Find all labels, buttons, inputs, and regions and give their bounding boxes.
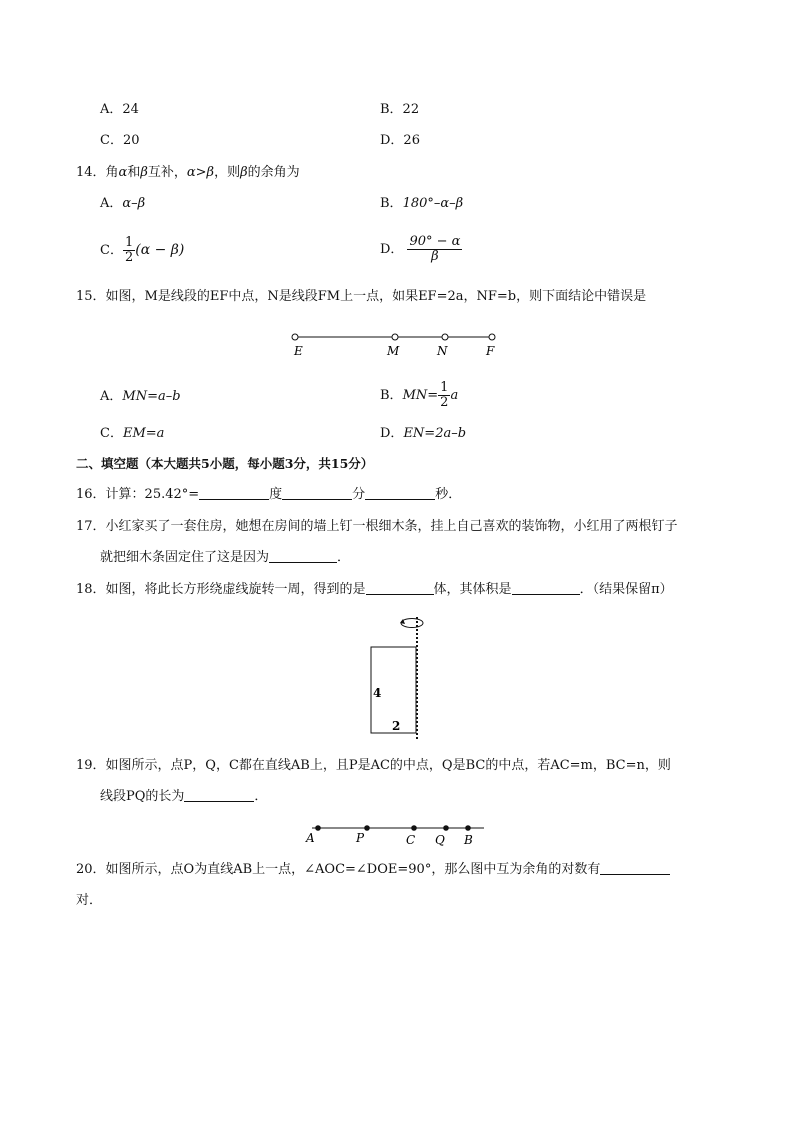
- q14-option-b: B．180°–α–β: [380, 196, 464, 211]
- point-f: [489, 334, 495, 340]
- q16-stem: 16．计算：25.42°= 度 分 秒．: [76, 487, 462, 502]
- answer-blank[interactable]: [600, 860, 670, 875]
- q18-stem: 18．如图，将此长方形绕虚线旋转一周，得到的是 体，其体积是 ．（结果保留π）: [76, 582, 673, 597]
- width-label: 2: [392, 719, 401, 733]
- fraction: $\frac{1}{2}$: [124, 235, 134, 265]
- q14-stem: 14．角α和β互补，α>β，则β的余角为: [76, 165, 300, 180]
- label-n: N: [437, 344, 448, 358]
- section-title-fill-in: 二、填空题（本大题共5小题，每小题3分，共15分）: [76, 456, 374, 471]
- q18-rectangle-rotation-figure: [360, 612, 440, 742]
- label-b: B: [464, 833, 473, 847]
- q13-option-d: D．26: [380, 133, 420, 148]
- q15-option-a: A．MN=a–b: [100, 389, 181, 404]
- q15-option-b: B．MN= $\frac{1}{2}$ a: [380, 380, 459, 410]
- q14-option-a: A．α–β: [100, 196, 146, 211]
- label-p: P: [356, 831, 365, 845]
- label-a: A: [306, 831, 315, 845]
- point-a: [315, 825, 321, 831]
- height-label: 4: [373, 686, 382, 700]
- point-p: [364, 825, 370, 831]
- point-m: [392, 334, 398, 340]
- q15-option-d: D．EN=2a–b: [380, 426, 467, 441]
- q13-option-c: C．20: [100, 133, 140, 148]
- q20-stem-line1: 20．如图所示，点O为直线AB上一点，∠AOC=∠DOE=90°，那么图中互为余角的对数有: [76, 860, 670, 880]
- point-c: [411, 825, 417, 831]
- label-f: F: [486, 344, 495, 358]
- q17-stem-line1: 17．小红家买了一套住房，她想在房间的墙上钉一根细木条，挂上自己喜欢的装饰物，小红用了两根钉子: [76, 519, 678, 534]
- answer-blank[interactable]: [184, 787, 254, 802]
- fraction: $\frac{90^\circ - \alpha}{\beta}$: [409, 234, 461, 264]
- answer-blank[interactable]: [365, 485, 435, 500]
- answer-blank[interactable]: [366, 580, 434, 595]
- fraction: $\frac{1}{2}$: [440, 380, 449, 410]
- q19-stem-line2: 线段PQ的长为 ．: [100, 789, 268, 804]
- label-m: M: [387, 344, 400, 358]
- point-q: [443, 825, 449, 831]
- q20-stem-line2: 对．: [76, 893, 103, 908]
- q15-option-c: C．EM=a: [100, 426, 165, 441]
- answer-blank[interactable]: [199, 485, 269, 500]
- q15-line-segment-figure: [280, 326, 510, 360]
- q13-option-a: A．24: [100, 102, 139, 117]
- label-c: C: [406, 833, 416, 847]
- q17-stem-line2: 就把细木条固定住了这是因为 ．: [100, 550, 351, 565]
- q13-option-b: B．22: [380, 102, 420, 117]
- q15-stem: 15．如图，M是线段的EF中点，N是线段FM上一点，如果EF=2a，NF=b，则下面结论中错误是: [76, 289, 647, 304]
- answer-blank[interactable]: [282, 485, 352, 500]
- q14-option-d: D． $\frac{90^\circ - \alpha}{\beta}$: [380, 234, 461, 264]
- answer-blank[interactable]: [269, 548, 337, 563]
- q19-line-figure: [300, 820, 495, 850]
- answer-blank[interactable]: [512, 580, 580, 595]
- point-b: [465, 825, 471, 831]
- point-e: [292, 334, 298, 340]
- point-n: [442, 334, 448, 340]
- q19-stem-line1: 19．如图所示，点P，Q，C都在直线AB上，且P是AC的中点，Q是BC的中点，若AC=m，BC=n，则: [76, 758, 671, 773]
- label-e: E: [294, 344, 303, 358]
- q14-option-c: C． $\frac{1}{2}$ (α − β): [100, 235, 185, 265]
- label-q: Q: [435, 833, 445, 847]
